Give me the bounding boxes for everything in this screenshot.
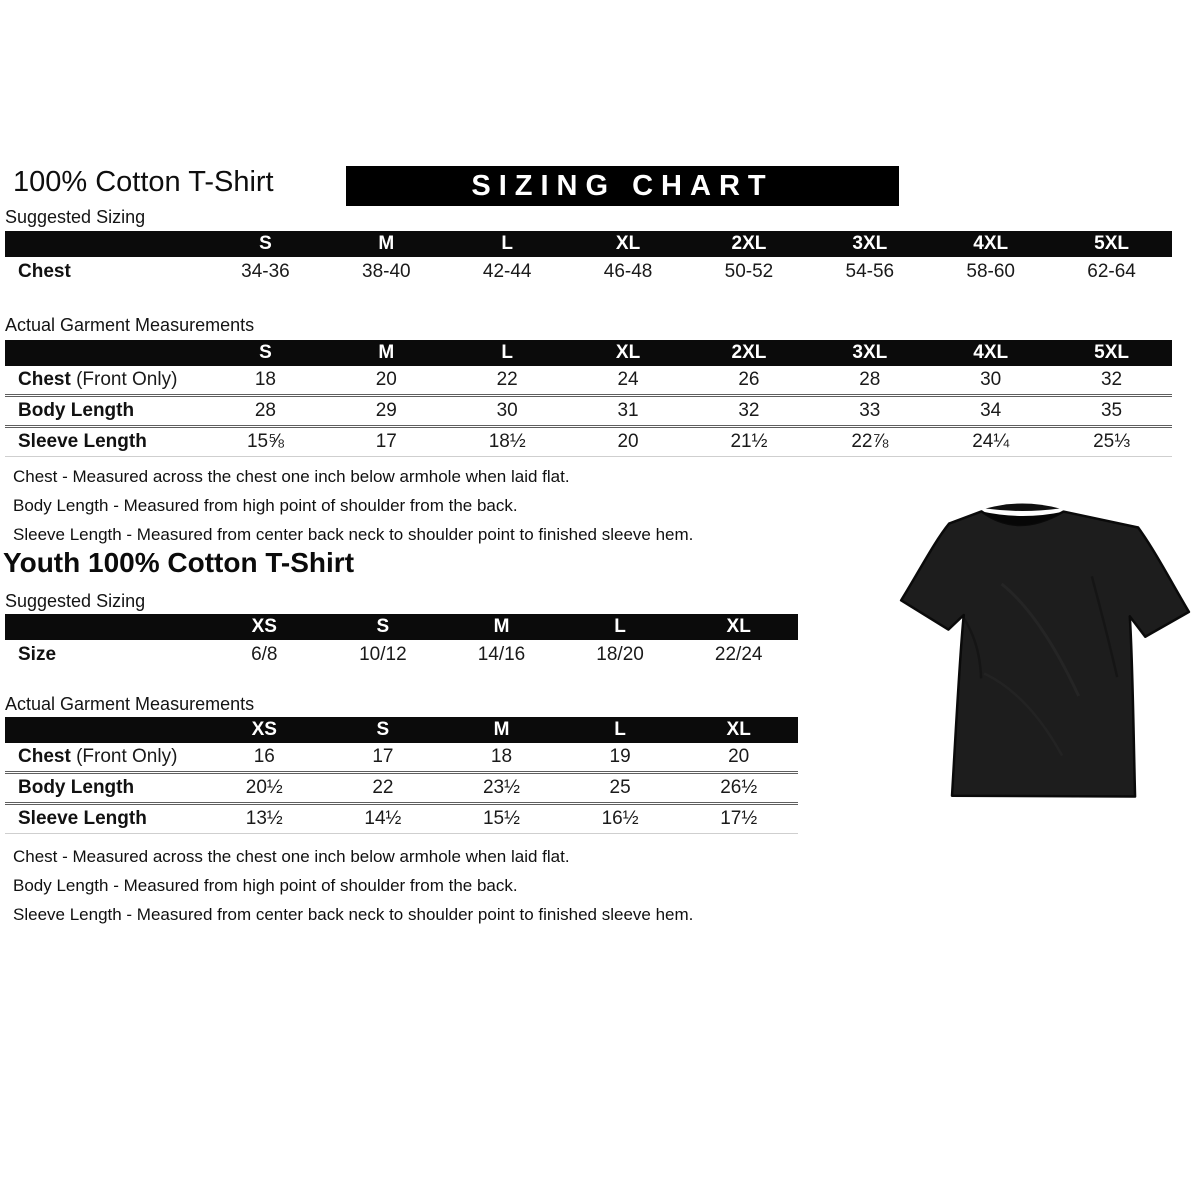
youth-measurement-notes (13, 842, 693, 929)
measurement-value: 20 (326, 366, 447, 396)
size-column-header: XL (679, 614, 798, 640)
size-column-header: L (447, 231, 568, 257)
measurement-value: 15½ (442, 804, 561, 834)
size-column-header: S (205, 340, 326, 366)
size-column-header: S (324, 614, 443, 640)
size-column-header: L (561, 614, 680, 640)
adult-garment-measurements-table (5, 340, 1172, 457)
measurement-value: 50-52 (689, 257, 810, 287)
row-label: Chest (Front Only) (5, 743, 205, 773)
measurement-value: 28 (205, 396, 326, 427)
measurement-value: 32 (689, 396, 810, 427)
measurement-value: 13½ (205, 804, 324, 834)
tshirt-photo (890, 495, 1195, 810)
measurement-row (5, 743, 798, 773)
adult-suggested-sizing-table (5, 231, 1172, 287)
measurement-value: 24¼ (930, 427, 1051, 457)
adult-garment-measurements-label: Actual Garment Measurements (5, 315, 255, 335)
row-label: Body Length (5, 396, 205, 427)
measurement-value: 42-44 (447, 257, 568, 287)
size-column-header: 5XL (1051, 231, 1172, 257)
note-body-length: Body Length - Measured from high point of shoulder from the back. (13, 496, 518, 515)
note-sleeve-length: Sleeve Length - Measured from center back neck to shoulder point to finished sleeve hem. (13, 525, 694, 544)
measurement-value: 14½ (324, 804, 443, 834)
measurement-value: 30 (930, 366, 1051, 396)
row-label: Body Length (5, 773, 205, 804)
note-body-length: Body Length - Measured from high point of shoulder from the back. (13, 876, 518, 895)
size-column-header: M (442, 614, 561, 640)
measurement-value: 18 (205, 366, 326, 396)
measurement-row (5, 427, 1172, 457)
measurement-value: 26½ (679, 773, 798, 804)
size-column-header: XS (205, 717, 324, 743)
measurement-value: 33 (809, 396, 930, 427)
size-column-header: M (442, 717, 561, 743)
measurement-value: 22/24 (679, 640, 798, 670)
row-label: Sleeve Length (5, 427, 205, 457)
measurement-value: 25⅓ (1051, 427, 1172, 457)
size-header-row (5, 717, 798, 743)
tshirt-collar-back (986, 502, 1060, 512)
note-sleeve-length: Sleeve Length - Measured from center back neck to shoulder point to finished sleeve hem. (13, 905, 694, 924)
size-header-row (5, 614, 798, 640)
size-column-header: 2XL (689, 231, 810, 257)
size-column-header: 4XL (930, 231, 1051, 257)
measurement-value: 17½ (679, 804, 798, 834)
measurement-row (5, 640, 798, 670)
size-column-header: L (447, 340, 568, 366)
measurement-value: 31 (568, 396, 689, 427)
measurement-value: 35 (1051, 396, 1172, 427)
measurement-value: 18½ (447, 427, 568, 457)
measurement-value: 22 (447, 366, 568, 396)
row-label: Chest (Front Only) (5, 366, 205, 396)
size-column-header: XL (679, 717, 798, 743)
measurement-value: 25 (561, 773, 680, 804)
size-column-header: S (205, 231, 326, 257)
measurement-row (5, 396, 1172, 427)
size-column-header: XL (568, 340, 689, 366)
measurement-value: 6/8 (205, 640, 324, 670)
sizing-chart-banner (346, 166, 899, 206)
measurement-value: 20 (679, 743, 798, 773)
measurement-value: 62-64 (1051, 257, 1172, 287)
measurement-value: 54-56 (809, 257, 930, 287)
measurement-value: 18/20 (561, 640, 680, 670)
measurement-value: 21½ (689, 427, 810, 457)
size-column-header: 3XL (809, 340, 930, 366)
measurement-value: 30 (447, 396, 568, 427)
measurement-value: 14/16 (442, 640, 561, 670)
adult-suggested-sizing-label: Suggested Sizing (5, 207, 146, 227)
row-label: Sleeve Length (5, 804, 205, 834)
measurement-value: 19 (561, 743, 680, 773)
size-column-header: 5XL (1051, 340, 1172, 366)
measurement-value: 16 (205, 743, 324, 773)
measurement-value: 18 (442, 743, 561, 773)
size-column-header: M (326, 340, 447, 366)
note-chest: Chest - Measured across the chest one inch below armhole when laid flat. (13, 847, 570, 866)
youth-suggested-sizing-table (5, 614, 798, 670)
measurement-value: 22⅞ (809, 427, 930, 457)
measurement-value: 22 (324, 773, 443, 804)
size-header-row (5, 340, 1172, 366)
youth-garment-measurements-table (5, 717, 798, 834)
measurement-value: 23½ (442, 773, 561, 804)
measurement-value: 17 (324, 743, 443, 773)
measurement-value: 26 (689, 366, 810, 396)
size-column-header: XS (205, 614, 324, 640)
measurement-row (5, 804, 798, 834)
measurement-value: 29 (326, 396, 447, 427)
measurement-value: 32 (1051, 366, 1172, 396)
size-column-header: 4XL (930, 340, 1051, 366)
header-corner-cell (5, 340, 205, 366)
measurement-row (5, 366, 1172, 396)
size-column-header: XL (568, 231, 689, 257)
page-title: 100% Cotton T-Shirt (13, 166, 274, 198)
tshirt-body (896, 507, 1191, 801)
size-column-header: L (561, 717, 680, 743)
measurement-row (5, 257, 1172, 287)
measurement-value: 16½ (561, 804, 680, 834)
note-chest: Chest - Measured across the chest one inch below armhole when laid flat. (13, 467, 570, 486)
header-corner-cell (5, 717, 205, 743)
measurement-value: 20 (568, 427, 689, 457)
adult-measurement-notes (13, 462, 693, 549)
measurement-value: 10/12 (324, 640, 443, 670)
measurement-row (5, 773, 798, 804)
measurement-value: 34 (930, 396, 1051, 427)
row-label: Chest (5, 257, 205, 287)
measurement-value: 46-48 (568, 257, 689, 287)
header-corner-cell (5, 231, 205, 257)
size-column-header: S (324, 717, 443, 743)
youth-garment-measurements-label: Actual Garment Measurements (5, 694, 255, 714)
size-header-row (5, 231, 1172, 257)
row-label: Size (5, 640, 205, 670)
measurement-value: 58-60 (930, 257, 1051, 287)
measurement-value: 24 (568, 366, 689, 396)
measurement-value: 17 (326, 427, 447, 457)
measurement-value: 38-40 (326, 257, 447, 287)
size-column-header: 2XL (689, 340, 810, 366)
measurement-value: 28 (809, 366, 930, 396)
banner-title: SIZING CHART (471, 170, 774, 202)
header-corner-cell (5, 614, 205, 640)
measurement-value: 20½ (205, 773, 324, 804)
measurement-value: 34-36 (205, 257, 326, 287)
measurement-value: 15⅝ (205, 427, 326, 457)
youth-suggested-sizing-label: Suggested Sizing (5, 591, 146, 611)
size-column-header: 3XL (809, 231, 930, 257)
size-column-header: M (326, 231, 447, 257)
youth-section-title: Youth 100% Cotton T-Shirt (3, 547, 355, 578)
